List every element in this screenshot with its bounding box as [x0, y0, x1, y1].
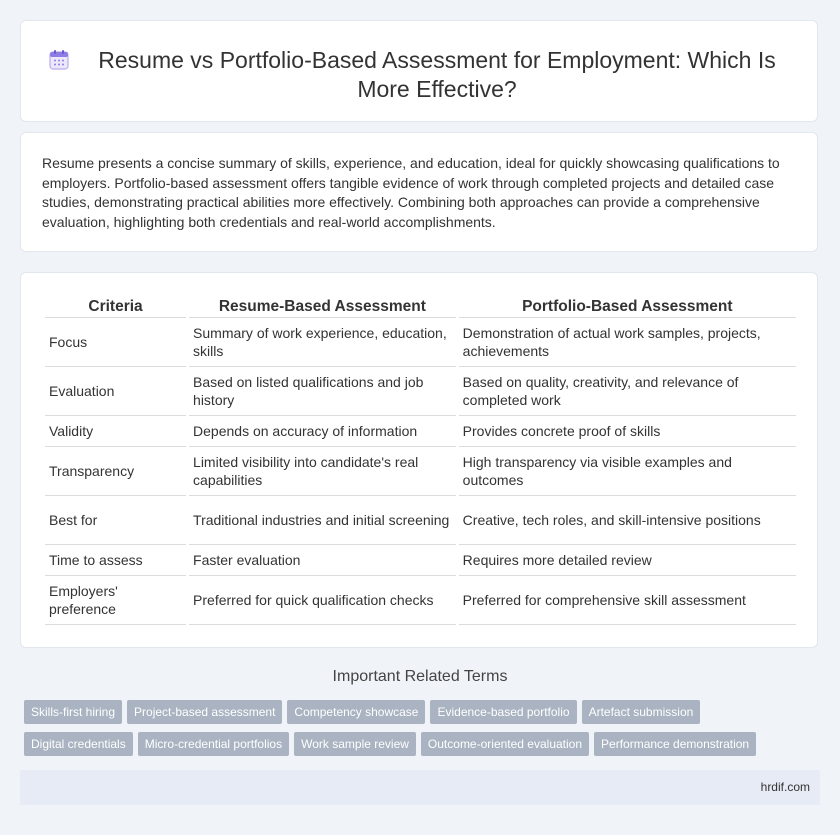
- related-term-tag[interactable]: Competency showcase: [287, 700, 425, 724]
- table-cell-criteria: Evaluation: [45, 367, 186, 416]
- table-cell-resume: Limited visibility into candidate's real capabilities: [189, 447, 456, 496]
- related-terms-row: [24, 732, 820, 756]
- related-term-tag[interactable]: Micro-credential portfolios: [138, 732, 289, 756]
- table-cell-portfolio: Preferred for comprehensive skill assessment: [459, 576, 796, 625]
- table-cell-resume: Summary of work experience, education, skills: [189, 318, 456, 367]
- table-cell-resume: Faster evaluation: [189, 545, 456, 576]
- table-row: [45, 447, 796, 496]
- related-term-tag[interactable]: Skills-first hiring: [24, 700, 122, 724]
- table-cell-resume: Based on listed qualifications and job history: [189, 367, 456, 416]
- table-cell-criteria: Focus: [45, 318, 186, 367]
- table-header-row: [45, 296, 796, 318]
- table-cell-portfolio: Provides concrete proof of skills: [459, 416, 796, 447]
- table-cell-portfolio: Requires more detailed review: [459, 545, 796, 576]
- footer-site[interactable]: hrdif.com: [760, 780, 810, 794]
- comparison-table-card: [20, 272, 818, 648]
- related-terms-title: Important Related Terms: [332, 668, 508, 685]
- table-cell-resume: Traditional industries and initial screening: [189, 496, 456, 545]
- table-cell-criteria: Employers' preference: [45, 576, 186, 625]
- table-cell-criteria: Validity: [45, 416, 186, 447]
- table-cell-criteria: Transparency: [45, 447, 186, 496]
- related-terms-row: [24, 700, 820, 724]
- table-cell-portfolio: Based on quality, creativity, and relevance of completed work: [459, 367, 796, 416]
- comparison-table: [42, 296, 799, 625]
- table-cell-portfolio: Creative, tech roles, and skill-intensive positions: [459, 496, 796, 545]
- related-term-tag[interactable]: Digital credentials: [24, 732, 133, 756]
- related-term-tag[interactable]: Outcome-oriented evaluation: [421, 732, 589, 756]
- table-cell-criteria: Time to assess: [45, 545, 186, 576]
- table-row: [45, 496, 796, 545]
- table-cell-portfolio: Demonstration of actual work samples, projects, achievements: [459, 318, 796, 367]
- related-term-tag[interactable]: Performance demonstration: [594, 732, 756, 756]
- related-term-tag[interactable]: Work sample review: [294, 732, 416, 756]
- table-cell-portfolio: High transparency via visible examples and outcomes: [459, 447, 796, 496]
- table-cell-resume: Depends on accuracy of information: [189, 416, 456, 447]
- header-criteria: Criteria: [45, 296, 186, 318]
- calendar-icon: [48, 49, 70, 71]
- related-term-tag[interactable]: Artefact submission: [582, 700, 701, 724]
- footer: [20, 770, 820, 805]
- title-card: [20, 20, 818, 122]
- table-row: [45, 545, 796, 576]
- header-resume: Resume-Based Assessment: [189, 296, 456, 318]
- related-term-tag[interactable]: Project-based assessment: [127, 700, 282, 724]
- table-row: [45, 318, 796, 367]
- header-portfolio: Portfolio-Based Assessment: [459, 296, 796, 318]
- table-row: [45, 416, 796, 447]
- table-row: [45, 367, 796, 416]
- page-title: Resume vs Portfolio-Based Assessment for Employment: Which Is More Effective?: [98, 47, 776, 102]
- table-row: [45, 576, 796, 625]
- table-cell-resume: Preferred for quick qualification checks: [189, 576, 456, 625]
- table-cell-criteria: Best for: [45, 496, 186, 545]
- summary-card: [20, 132, 818, 252]
- summary-text: Resume presents a concise summary of skills, experience, and education, ideal for quickly showcasing qualifications to employers. Portfolio-based assessment offers tangible evidence of work through completed projects and detailed case studies, demonstrating practical abilities more effectively. Combining both approaches can provide a comprehensive evaluation, highlighting both credentials and real-world accomplishments.: [42, 155, 780, 230]
- related-term-tag[interactable]: Evidence-based portfolio: [430, 700, 576, 724]
